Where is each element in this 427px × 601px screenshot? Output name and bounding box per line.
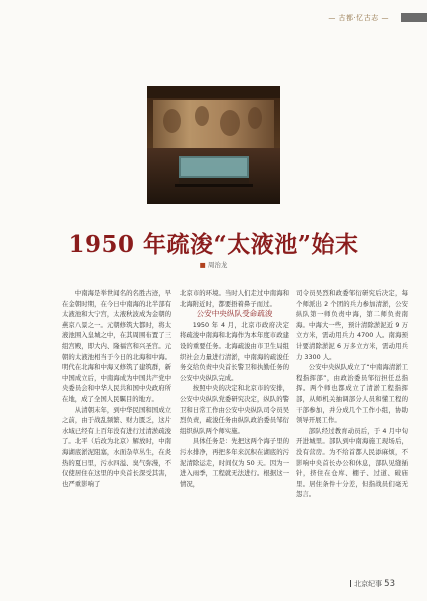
- byline: [0, 260, 427, 269]
- paragraph: 具体任务是：先把这两个海子里的污水排净，再把多年来沉积在湖底的污泥清除运走，时间仅为 50 天。因为一进入雨季，工程就无法进行。根据这一情况，: [180, 437, 289, 488]
- paragraph: 公安中央纵队成立了“中南海清淤工程指挥部”，由政治委员邹衍担任总指挥。两个师也都成立了清淤工程指挥部，从师机关抽调部分人员和懂工程的干部参加，并分成几个工作小组，协助领导开展工作。: [296, 363, 408, 425]
- footer-divider: [350, 580, 351, 587]
- column-2: [180, 288, 289, 489]
- section-tag: — 古都·忆古志 —: [328, 14, 389, 22]
- section-subheading: 公安中央纵队受命疏浚: [196, 309, 273, 319]
- page-number: 53: [384, 579, 395, 589]
- paragraph: 中南海是举世闻名的名胜古迹，早在金朝时期，在今日中南海的北半部有太液池和大宁宫，太液秋波成为金朝的燕京八景之一。元朝修筑大都时，将太液池围入皇城之中，在其周围布置了三组宫殿，即大内、隆福宫和兴圣宫。元朝的太液池相当于今日的北海和中海。明代在北海和中海又修筑了建筑群，新中国成立后，中南海成为中国共产党中央委员会和中华人民共和国中央政府所在地，成了全国人民瞩目的地方。: [62, 289, 171, 403]
- corner-bar: [401, 13, 427, 22]
- byline-bullet-icon: ■: [199, 261, 206, 269]
- paragraph-continued: 北京市的环境。当时人们走过中南海和北海附近时，都要捂着鼻子而过。: [180, 289, 289, 308]
- article-title: 1950 年疏浚“太液池”始末: [68, 231, 359, 258]
- publication-name: 北京纪事: [354, 580, 383, 588]
- paragraph: 从清朝末年，到中华民国和国成立之前，由于战乱频繁、财力匮乏，这片水域已经有上百年没有进行过清淤疏浚了。北平（后改为北京）解放时，中南海湖底淤泥阻塞，水面杂草丛生，在炎热的夏日里，污水四溢、臭气弥漫，不仅使居住在这里的中央首长深受其害，也严重影响了: [62, 405, 171, 488]
- paragraph-continued: 司令员吴烈和政委邹衍研究后决定，每个师派出 2 个团的兵力参加清淤，公安纵队第一师负责中海，第二师负责南海。中海大一些，预计清除淤泥近 9 万立方米，需动用兵力 4700 人。南海预计要清除淤泥 6 万多立方米，需动用兵力 3300 人。: [296, 289, 408, 361]
- column-3: [296, 288, 408, 500]
- column-1: [62, 288, 171, 489]
- paragraph: 按照中央的决定和北京市的安排，公安中央纵队党委研究决定，纵队的警卫和日常工作由公安中央纵队司令员吴烈负责，疏浚任务由纵队政治委员邹衍组织纵队两个师实施。: [180, 384, 289, 435]
- author-name: 周治龙: [207, 261, 228, 269]
- hero-photo: [147, 86, 280, 204]
- paragraph: 1950 年 4 月，北京市政府决定将疏浚中南海和北海作为本年度市政建设的重要任务。北海疏浚由市卫生局组织社会力量进行清淤，中南海的疏浚任务交给负责中央首长警卫和执勤任务的公安中央纵队完成。: [180, 320, 289, 382]
- paragraph: 部队经过教育动员后，于 4 月中旬开进城里。部队到中南海施工现场后，没有营房。为不给首都人民添麻烦，不影响中央首长办公和休息，部队见缝插针，挤住在仓库、棚子、过道、破庙里。居住条件十分差，但指战员们毫无怨言。: [296, 426, 408, 499]
- page-footer: [350, 579, 395, 589]
